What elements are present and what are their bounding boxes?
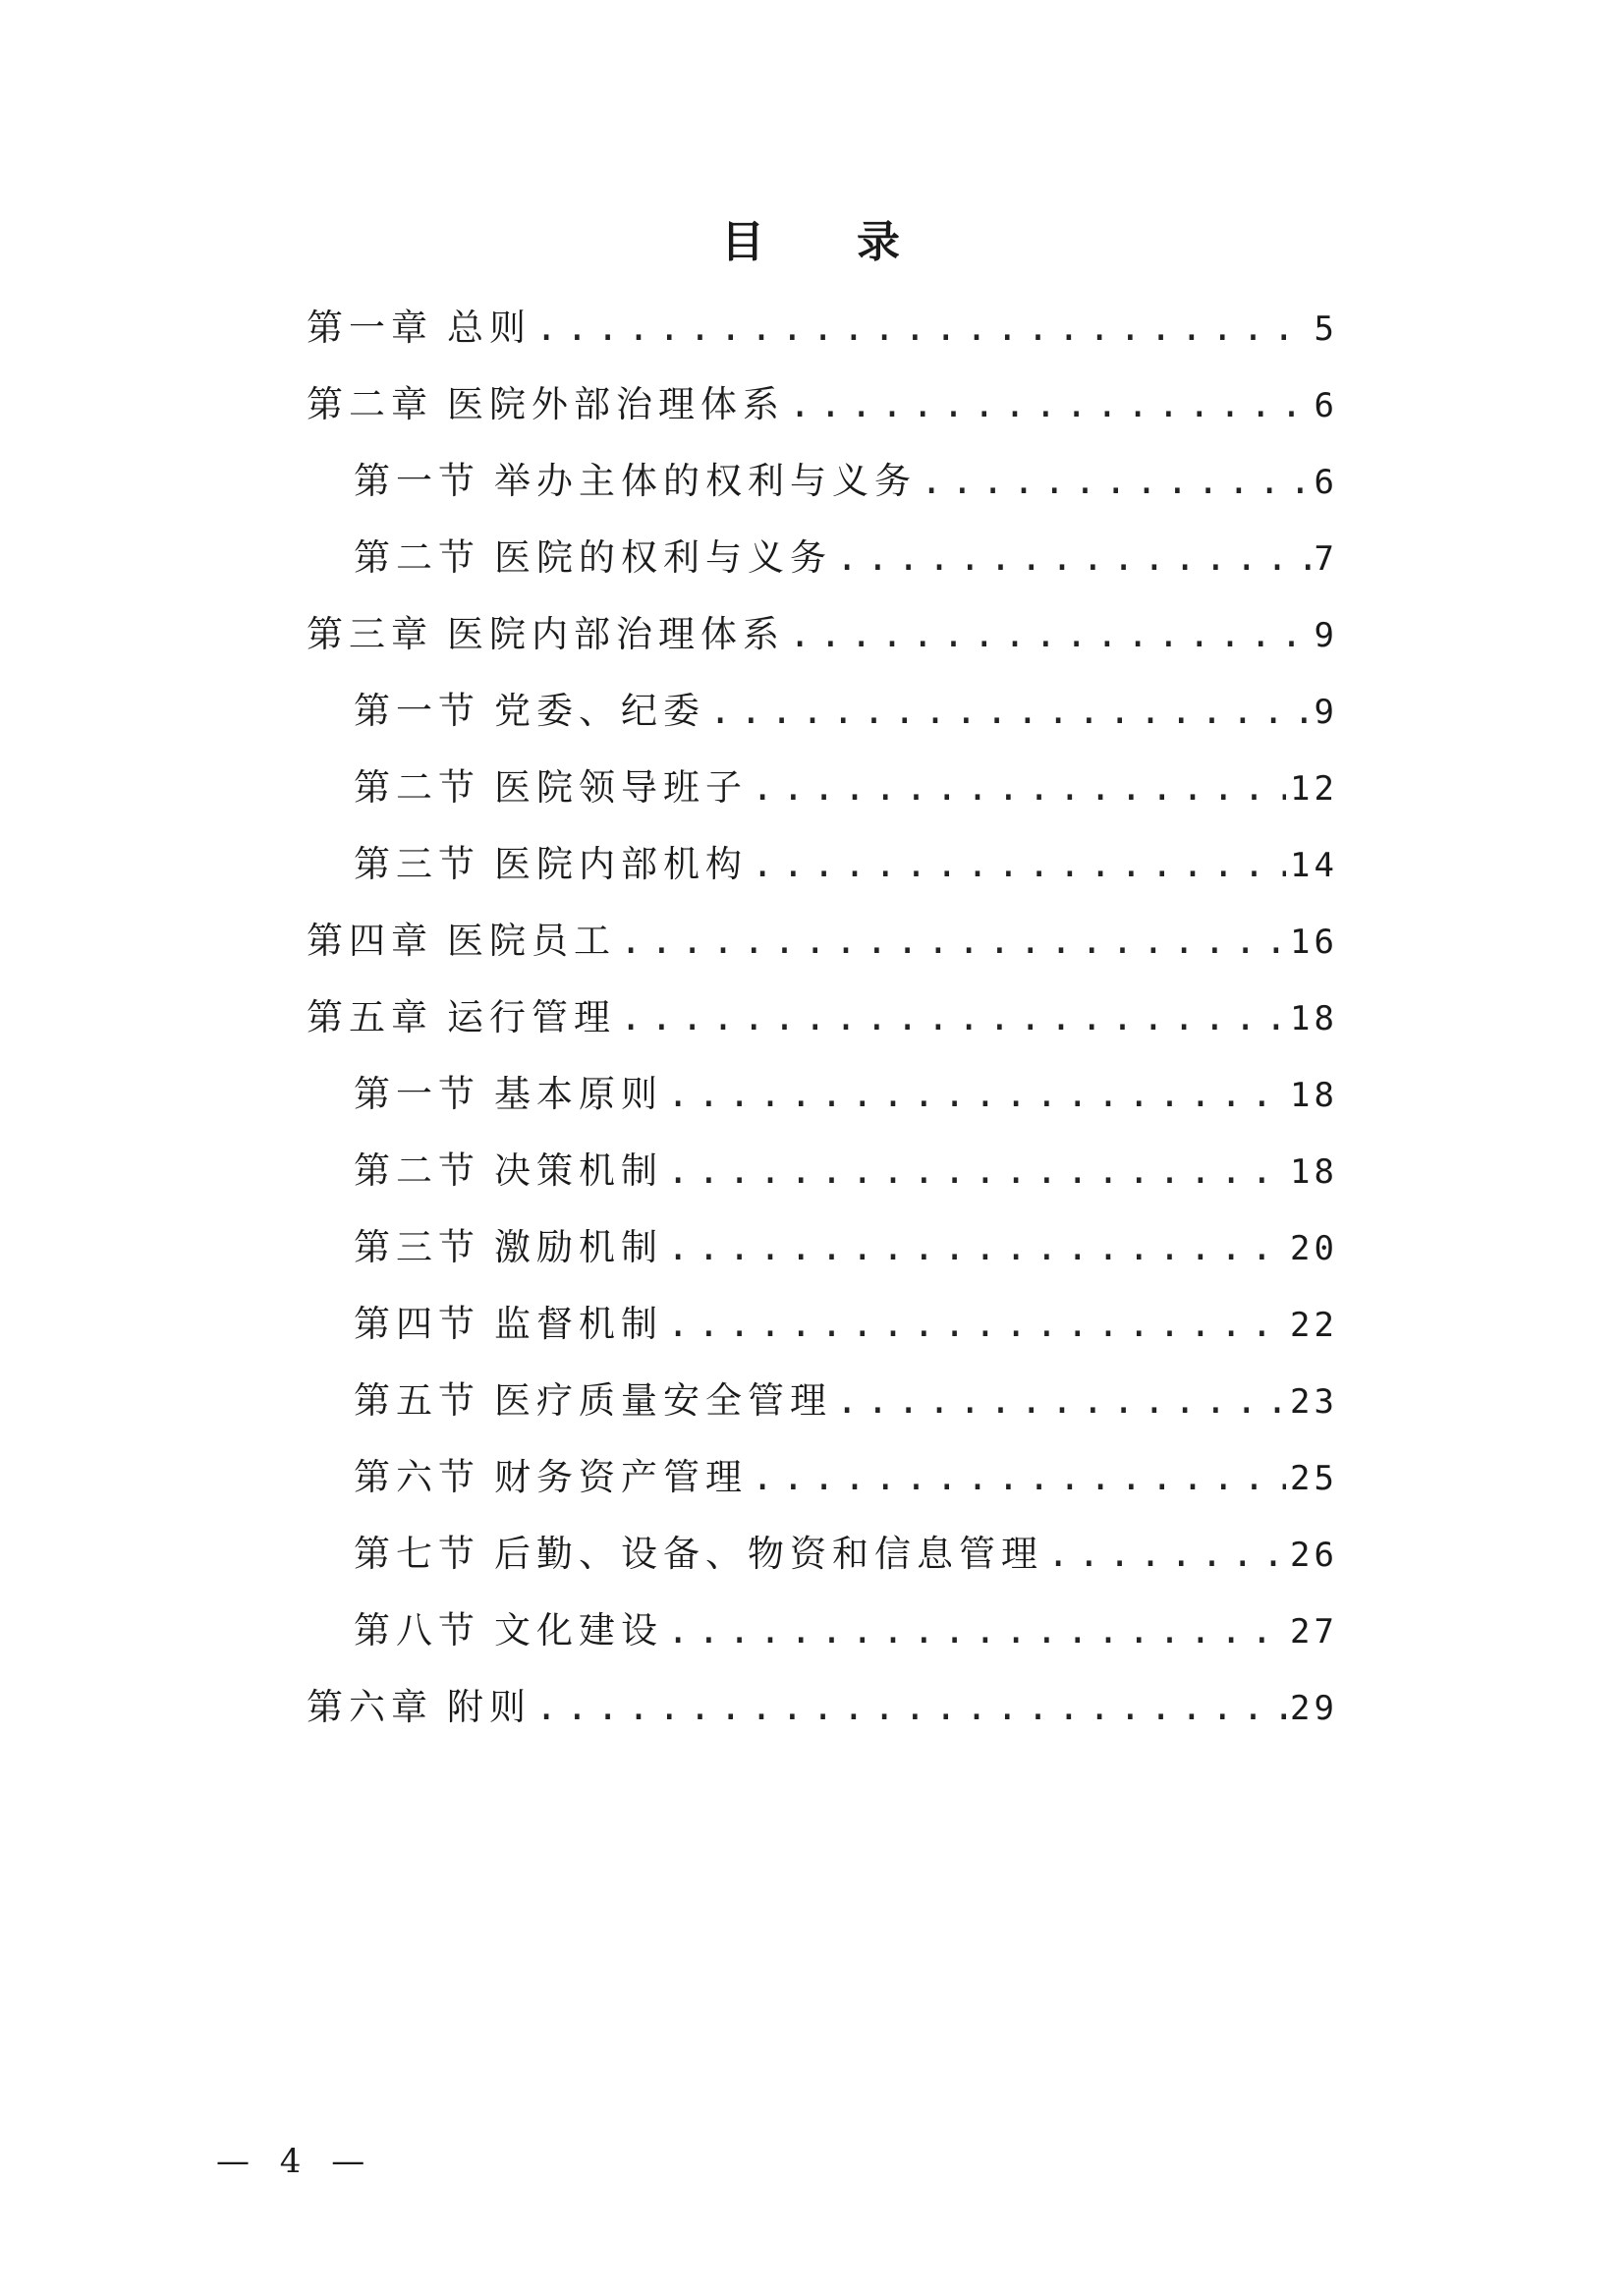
toc-entry-number: 第二节 <box>354 766 480 809</box>
dot-leader <box>789 596 1311 673</box>
toc-entry-number: 第三节 <box>354 1226 480 1268</box>
toc-entry-number: 第二节 <box>354 1149 480 1192</box>
toc-entry-title: 医院领导班子 <box>494 766 748 809</box>
toc-entry-title: 医院员工 <box>447 920 616 962</box>
dot-leader <box>752 1439 1286 1516</box>
toc-page-number: 29 <box>1290 1689 1338 1728</box>
toc-entry-label <box>354 1056 663 1133</box>
toc-entry-label <box>354 1133 663 1209</box>
toc-entry-title: 医院内部机构 <box>494 843 748 885</box>
toc-chapter-entry[interactable] <box>307 596 1338 673</box>
dot-leader <box>789 366 1311 443</box>
toc-page-number: 25 <box>1290 1459 1338 1498</box>
toc-entry-number: 第五节 <box>354 1379 480 1422</box>
toc-page-number: 18 <box>1290 999 1338 1038</box>
toc-section-entry[interactable] <box>307 1439 1338 1516</box>
toc-page-number: 27 <box>1290 1612 1338 1652</box>
dot-leader <box>752 826 1286 903</box>
toc-page-number: 6 <box>1314 386 1338 425</box>
toc-page-number: 12 <box>1290 769 1338 809</box>
toc-entry-label <box>307 596 785 673</box>
toc-entry-title: 医疗质量安全管理 <box>494 1379 832 1422</box>
toc-entry-number: 第二节 <box>354 536 480 579</box>
toc-entry-title: 文化建设 <box>494 1609 663 1652</box>
toc-entry-title: 激励机制 <box>494 1226 663 1268</box>
toc-entry-number: 第二章 <box>307 383 433 425</box>
toc-entry-label <box>354 1593 663 1669</box>
toc-section-entry[interactable] <box>307 1516 1338 1593</box>
toc-section-entry[interactable] <box>307 750 1338 826</box>
dot-leader <box>667 1056 1286 1133</box>
toc-title: 目 录 <box>721 217 902 267</box>
toc-entry-title: 党委、纪委 <box>494 690 705 732</box>
dot-leader <box>620 903 1286 980</box>
toc-section-entry[interactable] <box>307 1209 1338 1286</box>
toc-entry-label <box>354 443 917 520</box>
toc-entry-label <box>307 1669 532 1746</box>
toc-section-entry[interactable] <box>307 1286 1338 1363</box>
dot-leader <box>921 443 1311 520</box>
toc-page-number: 18 <box>1290 1152 1338 1192</box>
toc-chapter-entry[interactable] <box>307 903 1338 980</box>
toc-entry-label <box>354 826 748 903</box>
toc-chapter-entry[interactable] <box>307 980 1338 1056</box>
toc-entry-label <box>354 520 832 596</box>
toc-entry-number: 第一节 <box>354 460 480 502</box>
toc-entry-number: 第四节 <box>354 1303 480 1345</box>
toc-entry-number: 第六节 <box>354 1456 480 1498</box>
toc-section-entry[interactable] <box>307 443 1338 520</box>
dot-leader <box>667 1133 1286 1209</box>
toc-chapter-entry[interactable] <box>307 366 1338 443</box>
toc-entry-title: 基本原则 <box>494 1073 663 1115</box>
toc-page-number: 6 <box>1314 463 1338 502</box>
dot-leader <box>667 1209 1286 1286</box>
dot-leader <box>1047 1516 1286 1593</box>
toc-entry-label <box>307 290 532 366</box>
toc-entry-title: 附则 <box>447 1686 532 1728</box>
toc-page-number: 9 <box>1314 693 1338 732</box>
dot-leader <box>836 1363 1286 1439</box>
toc-page-number: 14 <box>1290 846 1338 885</box>
toc-entry-number: 第五章 <box>307 996 433 1038</box>
toc-chapter-entry[interactable] <box>307 290 1338 366</box>
toc-page-number: 20 <box>1290 1229 1338 1268</box>
toc-entry-label <box>307 903 616 980</box>
toc-section-entry[interactable] <box>307 1593 1338 1669</box>
toc-entry-number: 第六章 <box>307 1686 433 1728</box>
toc-section-entry[interactable] <box>307 1056 1338 1133</box>
toc-list <box>307 290 1338 1746</box>
toc-entry-title: 后勤、设备、物资和信息管理 <box>494 1533 1043 1575</box>
toc-entry-label <box>307 980 616 1056</box>
toc-entry-label <box>307 366 785 443</box>
toc-entry-number: 第七节 <box>354 1533 480 1575</box>
dot-leader <box>535 290 1311 366</box>
toc-entry-title: 医院内部治理体系 <box>447 613 785 655</box>
toc-entry-number: 第三节 <box>354 843 480 885</box>
toc-entry-label <box>354 1439 748 1516</box>
dot-leader <box>836 520 1311 596</box>
toc-page-number: 7 <box>1314 539 1338 579</box>
dot-leader <box>535 1669 1286 1746</box>
toc-section-entry[interactable] <box>307 520 1338 596</box>
toc-chapter-entry[interactable] <box>307 1669 1338 1746</box>
toc-section-entry[interactable] <box>307 1363 1338 1439</box>
dot-leader <box>620 980 1286 1056</box>
toc-entry-number: 第三章 <box>307 613 433 655</box>
toc-page-number: 16 <box>1290 923 1338 962</box>
dot-leader <box>709 673 1311 750</box>
toc-entry-label <box>354 750 748 826</box>
toc-entry-label <box>354 673 705 750</box>
toc-entry-title: 运行管理 <box>447 996 616 1038</box>
toc-page-number: 23 <box>1290 1382 1338 1422</box>
toc-entry-number: 第八节 <box>354 1609 480 1652</box>
toc-entry-title: 监督机制 <box>494 1303 663 1345</box>
toc-entry-label <box>354 1209 663 1286</box>
toc-entry-title: 总则 <box>447 307 532 349</box>
toc-entry-title: 医院外部治理体系 <box>447 383 785 425</box>
toc-entry-title: 财务资产管理 <box>494 1456 748 1498</box>
toc-entry-label <box>354 1286 663 1363</box>
toc-entry-label <box>354 1363 832 1439</box>
toc-page-number: 5 <box>1314 309 1338 349</box>
toc-entry-number: 第一节 <box>354 1073 480 1115</box>
dot-leader <box>667 1593 1286 1669</box>
toc-page-number: 18 <box>1290 1076 1338 1115</box>
toc-entry-title: 医院的权利与义务 <box>494 536 832 579</box>
dot-leader <box>667 1286 1286 1363</box>
toc-entry-label <box>354 1516 1043 1593</box>
toc-page-number: 22 <box>1290 1306 1338 1345</box>
toc-page-number: 9 <box>1314 616 1338 655</box>
toc-entry-title: 决策机制 <box>494 1149 663 1192</box>
dot-leader <box>752 750 1286 826</box>
toc-entry-number: 第一节 <box>354 690 480 732</box>
toc-section-entry[interactable] <box>307 1133 1338 1209</box>
toc-page-number: 26 <box>1290 1536 1338 1575</box>
toc-section-entry[interactable] <box>307 826 1338 903</box>
toc-entry-number: 第四章 <box>307 920 433 962</box>
toc-entry-number: 第一章 <box>307 307 433 349</box>
page-number: — 4 — <box>216 2142 375 2181</box>
toc-section-entry[interactable] <box>307 673 1338 750</box>
toc-entry-title: 举办主体的权利与义务 <box>494 460 917 502</box>
